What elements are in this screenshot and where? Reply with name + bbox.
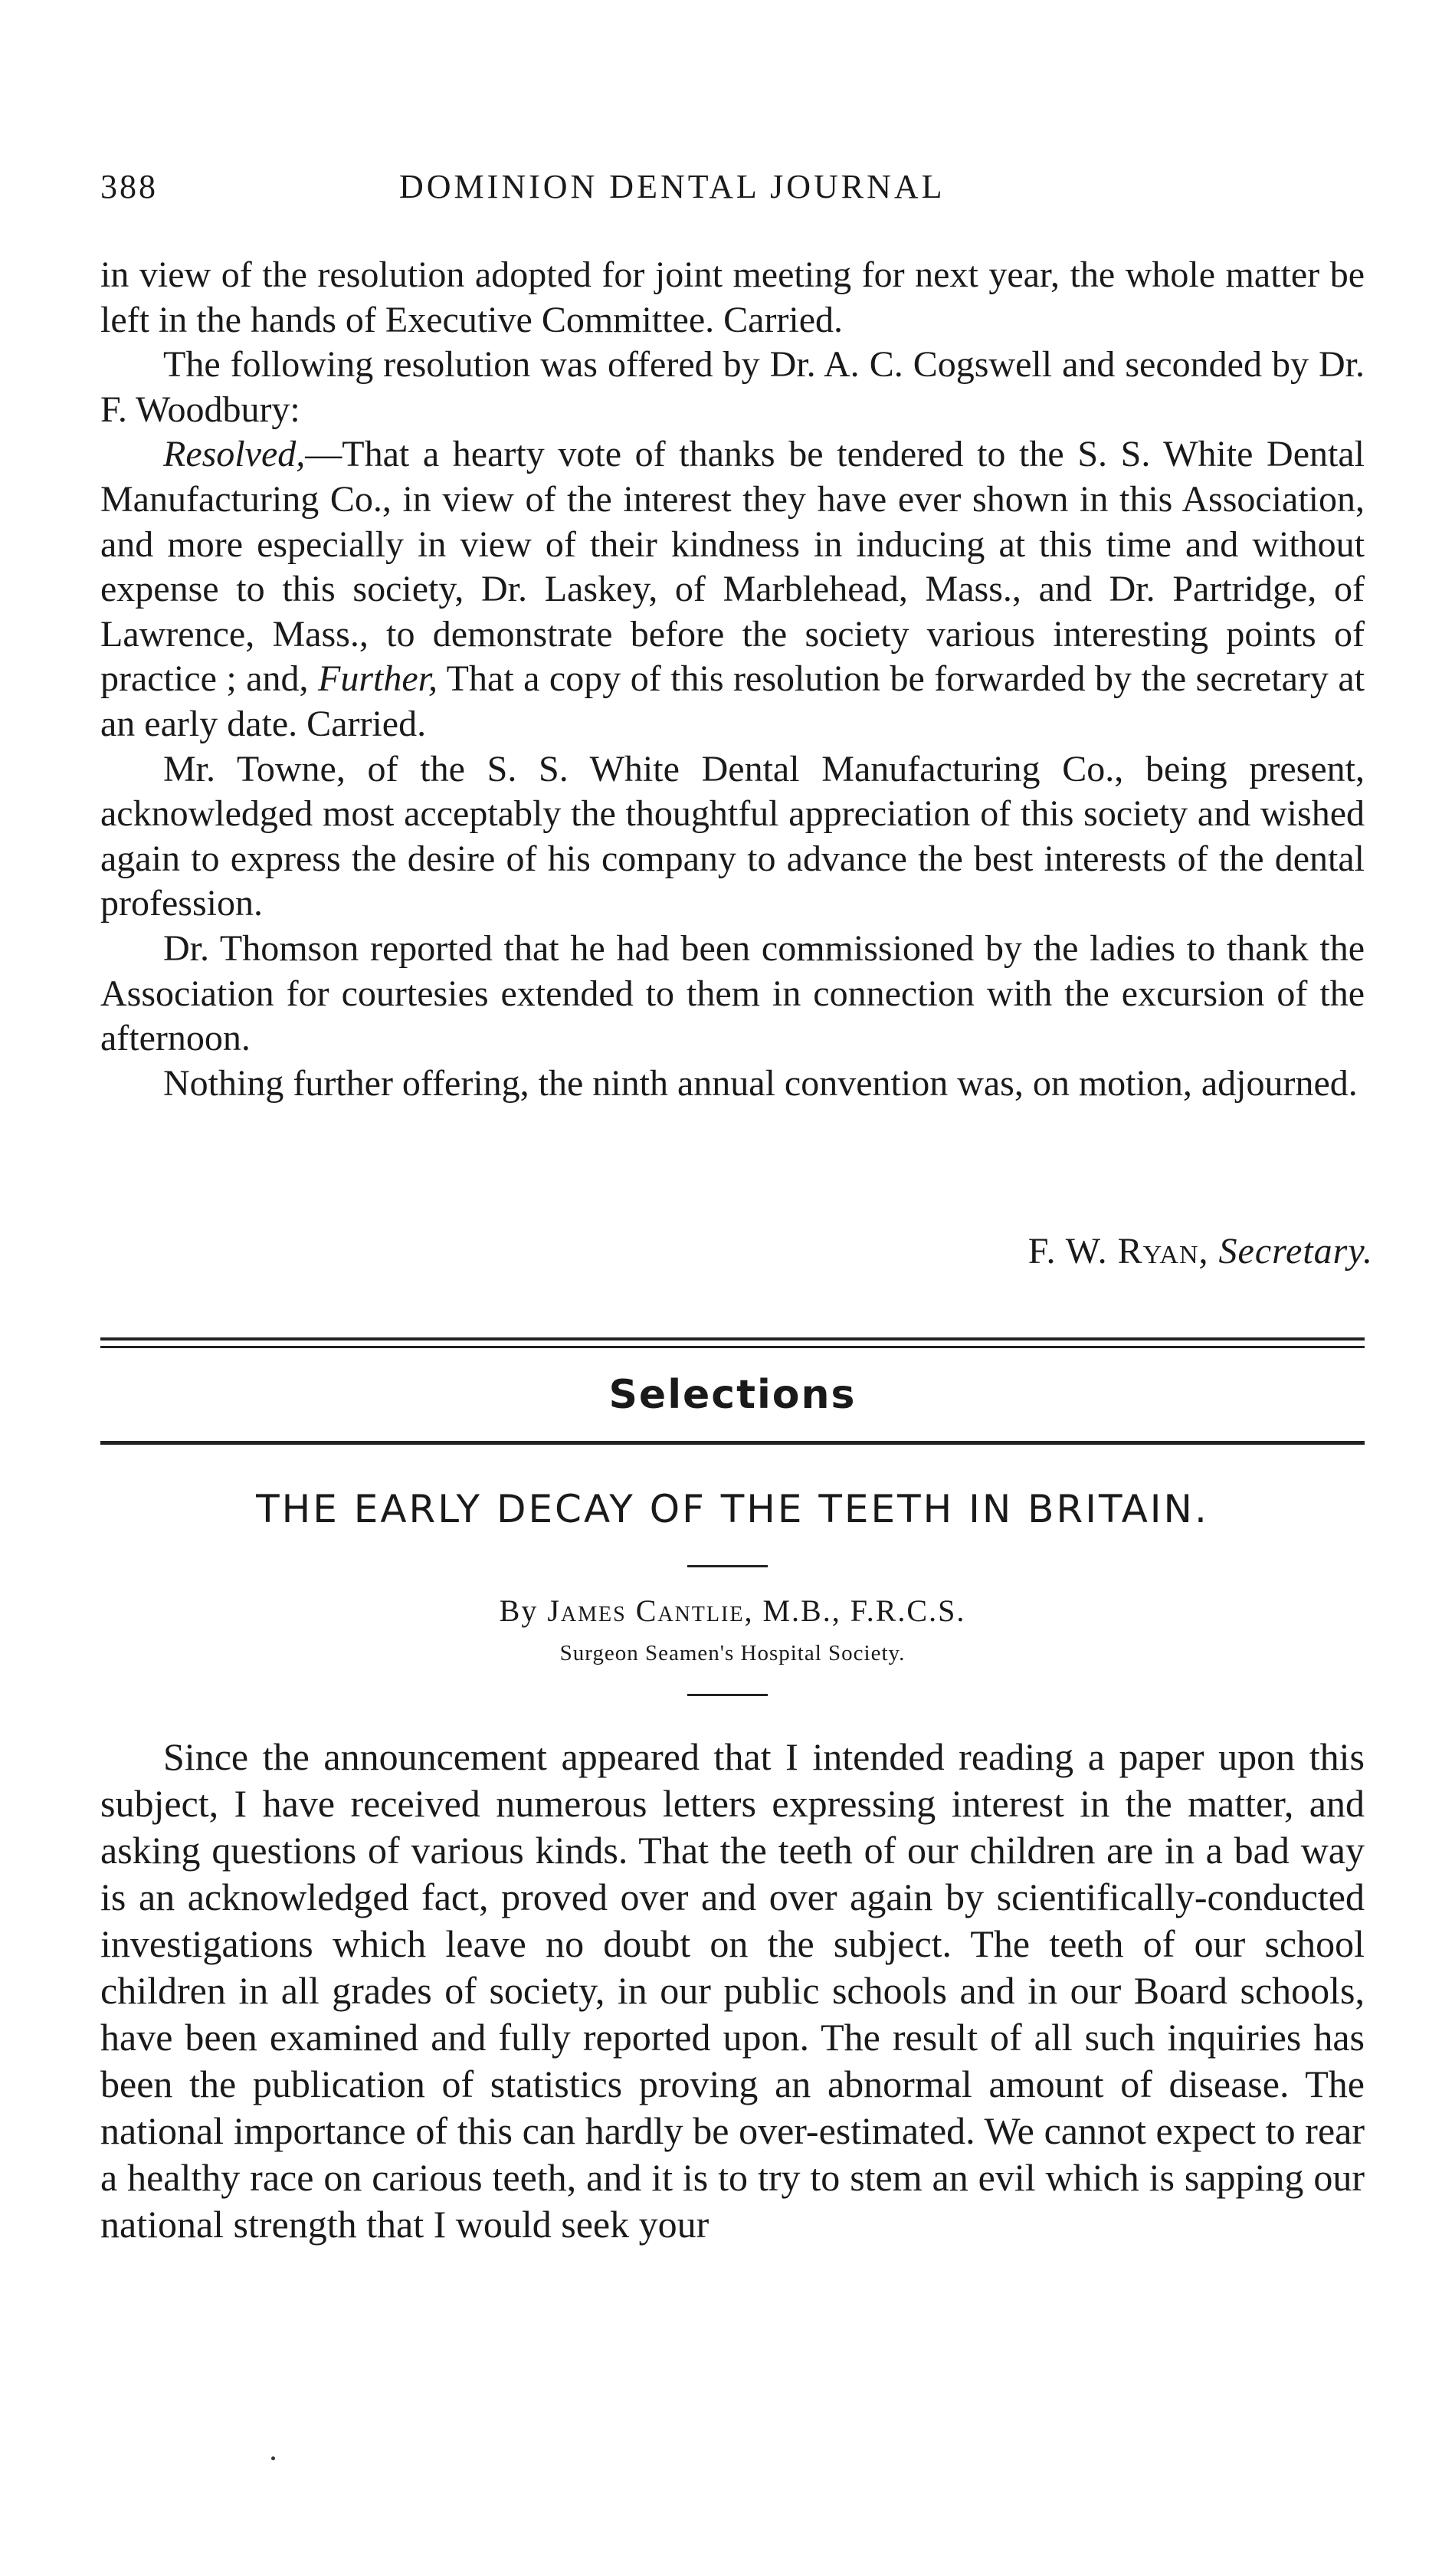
paragraph-executive-committee: in view of the resolution adopted for joint meeting for next year, the whole matter be left in the hands of Executive Committee. Carried. xyxy=(100,254,1365,340)
section-title: Selections xyxy=(608,1372,857,1418)
paragraph-resolution-offered: The following resolution was offered by Dr. A. C. Cogswell and seconded by Dr. F. Woodbury: xyxy=(100,344,1365,430)
resolved-label: Resolved, xyxy=(163,434,306,475)
article-paragraph: Since the announcement appeared that I intended reading a paper upon this subject, I have received numerous letters expressing interest in the matter, and asking questions of various kinds. That the teeth of our children are in a bad way is an acknowledged fact, proved over and over again by scientifically-conducted investigations which leave no doubt on the subject. The teeth of our school children in all grades of society, in our public schools and in our Board schools, have been examined and fully reported upon. The result of all such inquiries has been the publication of statistics proving an abnormal amount of disease. The national importance of this can hardly be over-estimated. We cannot expect to rear a healthy race on carious teeth, and it is to try to stem an evil which is sapping our national strength that I would seek your xyxy=(100,1735,1365,2246)
byline-prefix: By xyxy=(499,1593,539,1628)
author-credentials: , M.B., F.R.C.S. xyxy=(744,1593,966,1628)
meeting-minutes-text xyxy=(100,253,1365,1106)
section-divider-bottom xyxy=(100,1441,1365,1445)
paragraph-thomson: Dr. Thomson reported that he had been commissioned by the ladies to thank the Association for courtesies extended to them in connection with the excursion of the afternoon. xyxy=(100,927,1365,1059)
page-header xyxy=(100,167,1365,213)
section-divider-top-second xyxy=(100,1346,1365,1348)
paragraph-towne: Mr. Towne, of the S. S. White Dental Manufacturing Co., being present, acknowledged most acceptably the thoughtful appreciation of this society and wished again to express the desire of his company to advance the best interests of the dental profession. xyxy=(100,748,1365,924)
further-label: Further, xyxy=(318,658,438,700)
signature-initials: F. W. xyxy=(1027,1231,1108,1272)
page-number: 388 xyxy=(100,168,158,205)
resolved-text: —That a hearty vote of thanks be tendered to the S. S. White Dental Manufacturing Co., in view of the interest they have ever shown in this Association, and more especially in view of their kindness in inducing at this time and without expense to this society, Dr. Laskey, of Marblehead, Mass., and Dr. Partridge, of Lawrence, Mass., to demonstrate before the society various interesting points of practice ; and, xyxy=(100,434,1365,700)
further-text: That a copy of this resolution be forwarded by the secretary at an early date. Carried. xyxy=(100,658,1365,744)
signature-name: Ryan xyxy=(1117,1231,1199,1272)
byline-rule xyxy=(687,1694,768,1696)
section-divider-top xyxy=(100,1337,1365,1341)
author-name: James Cantlie xyxy=(547,1593,745,1628)
signature-title: Secretary. xyxy=(1218,1231,1373,1272)
article-byline xyxy=(100,1593,1365,1629)
author-affiliation: Surgeon Seamen's Hospital Society. xyxy=(559,1641,906,1665)
running-title: DOMINION DENTAL JOURNAL xyxy=(399,168,945,205)
article-body xyxy=(100,1734,1365,2248)
title-underline-rule xyxy=(687,1565,768,1567)
secretary-signature: F. W. Ryan, Secretary. xyxy=(1027,1231,1373,1272)
print-speck xyxy=(271,2456,275,2460)
paragraph-adjourned: Nothing further offering, the ninth annual convention was, on motion, adjourned. xyxy=(163,1062,1358,1104)
paragraph-resolved xyxy=(100,432,1365,747)
article-title: THE EARLY DECAY OF THE TEETH IN BRITAIN. xyxy=(256,1487,1209,1531)
